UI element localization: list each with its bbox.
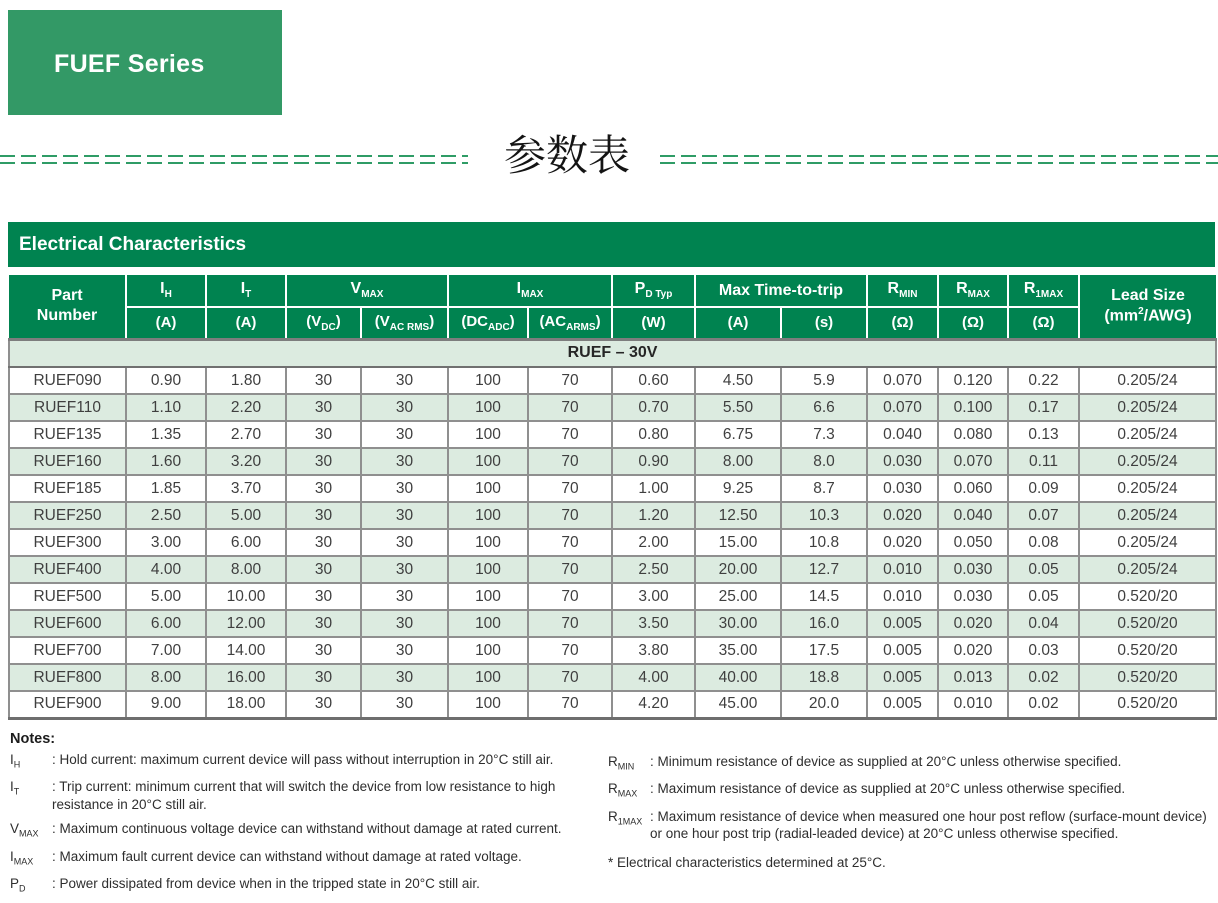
value-cell: 8.7 (781, 475, 867, 502)
value-cell: 70 (528, 610, 612, 637)
value-cell: 70 (528, 394, 612, 421)
value-cell: 3.00 (612, 583, 695, 610)
value-cell: 30.00 (695, 610, 781, 637)
part-number-cell: RUEF500 (9, 583, 126, 610)
part-number-cell: RUEF250 (9, 502, 126, 529)
notes-left-items (10, 751, 608, 896)
value-cell: 0.030 (867, 475, 938, 502)
col-header-it: $I_T$ (206, 275, 286, 307)
value-cell: 15.00 (695, 529, 781, 556)
note-item (10, 848, 608, 868)
value-cell: 6.00 (206, 529, 286, 556)
col-header-lead-size: Lead Size $(mm^2/AWG)$ (1079, 275, 1216, 339)
note-item (608, 780, 1214, 800)
value-cell: 6.75 (695, 421, 781, 448)
note-text: : Hold current: maximum current device will pass without interruption in 20°C still air. (52, 752, 554, 767)
unit-header-acarms: $(AC_{ARMS})$ (528, 307, 612, 339)
series-badge (8, 10, 282, 115)
value-cell: 0.010 (867, 583, 938, 610)
value-cell: 0.040 (867, 421, 938, 448)
value-cell: 70 (528, 502, 612, 529)
value-cell: 0.013 (938, 664, 1008, 691)
value-cell: 10.8 (781, 529, 867, 556)
note-item (608, 808, 1214, 843)
value-cell: 0.005 (867, 691, 938, 718)
value-cell: 30 (361, 448, 448, 475)
table-header (9, 275, 1216, 339)
value-cell: 6.6 (781, 394, 867, 421)
note-text: : Power dissipated from device when in the tripped state in 20°C still air. (52, 876, 480, 892)
col-header-rmin: $R_{MIN}$ (867, 275, 938, 307)
value-cell: 0.520/20 (1079, 610, 1216, 637)
note-symbol: $P_D$ (10, 876, 26, 894)
value-cell: 30 (361, 367, 448, 394)
value-cell: 30 (286, 448, 361, 475)
table-row (9, 502, 1216, 529)
value-cell: 100 (448, 367, 528, 394)
value-cell: 100 (448, 421, 528, 448)
note-text: : Minimum resistance of device as supplied at 20°C unless otherwise specified. (650, 754, 1122, 769)
value-cell: 6.00 (126, 610, 206, 637)
value-cell: 0.90 (612, 448, 695, 475)
value-cell: 0.070 (867, 394, 938, 421)
unit-header-ih-a: (A) (126, 307, 206, 339)
unit-header-ttt-s: (s) (781, 307, 867, 339)
value-cell: 70 (528, 529, 612, 556)
value-cell: 0.205/24 (1079, 502, 1216, 529)
table-row (9, 367, 1216, 394)
value-cell: 30 (286, 583, 361, 610)
value-cell: 9.00 (126, 691, 206, 718)
value-cell: 0.70 (612, 394, 695, 421)
series-badge-label: FUEF Series (54, 50, 205, 78)
value-cell: 30 (286, 529, 361, 556)
value-cell: 30 (361, 475, 448, 502)
value-cell: 3.70 (206, 475, 286, 502)
value-cell: 0.520/20 (1079, 691, 1216, 718)
series-subheader: RUEF – 30V (9, 339, 1216, 367)
value-cell: 100 (448, 583, 528, 610)
part-number-cell: RUEF090 (9, 367, 126, 394)
value-cell: 8.0 (781, 448, 867, 475)
part-number-cell: RUEF135 (9, 421, 126, 448)
value-cell: 1.00 (612, 475, 695, 502)
value-cell: 0.010 (938, 691, 1008, 718)
value-cell: 0.005 (867, 610, 938, 637)
note-symbol: $I_{MAX}$ (10, 848, 34, 867)
notes-right-items (608, 753, 1214, 843)
table-row (9, 610, 1216, 637)
value-cell: 30 (286, 475, 361, 502)
value-cell: 17.5 (781, 637, 867, 664)
unit-header-rmax-ohm: (Ω) (938, 307, 1008, 339)
table-row (9, 421, 1216, 448)
value-cell: 1.10 (126, 394, 206, 421)
title-band (0, 128, 1218, 184)
part-number-cell: RUEF800 (9, 664, 126, 691)
value-cell: 0.080 (938, 421, 1008, 448)
value-cell: 8.00 (126, 664, 206, 691)
value-cell: 0.010 (867, 556, 938, 583)
decorative-dashes-right (660, 153, 1218, 165)
value-cell: 0.020 (867, 502, 938, 529)
electrical-characteristics-table (8, 275, 1217, 720)
value-cell: 0.22 (1008, 367, 1079, 394)
value-cell: 16.00 (206, 664, 286, 691)
notes-section (10, 731, 1214, 903)
value-cell: 5.00 (126, 583, 206, 610)
value-cell: 1.20 (612, 502, 695, 529)
value-cell: 0.070 (867, 367, 938, 394)
value-cell: 30 (361, 394, 448, 421)
unit-header-r1max-ohm: (Ω) (1008, 307, 1079, 339)
value-cell: 0.13 (1008, 421, 1079, 448)
table-row (9, 529, 1216, 556)
note-text: : Maximum continuous voltage device can withstand without damage at rated current. (52, 821, 562, 837)
note-item (10, 751, 608, 771)
value-cell: 0.08 (1008, 529, 1079, 556)
value-cell: 2.20 (206, 394, 286, 421)
note-text: : Trip current: minimum current that will switch the device from low resistance to high resistance in 20°C still air. (52, 779, 556, 812)
value-cell: 0.09 (1008, 475, 1079, 502)
value-cell: 0.100 (938, 394, 1008, 421)
note-symbol: $R_{MIN}$ (608, 754, 635, 772)
note-symbol: $R_{1MAX}$ (608, 808, 643, 827)
value-cell: 70 (528, 421, 612, 448)
value-cell: 0.17 (1008, 394, 1079, 421)
value-cell: 70 (528, 664, 612, 691)
value-cell: 30 (361, 421, 448, 448)
value-cell: 4.00 (126, 556, 206, 583)
value-cell: 35.00 (695, 637, 781, 664)
value-cell: 0.205/24 (1079, 367, 1216, 394)
value-cell: 4.00 (612, 664, 695, 691)
table-row (9, 583, 1216, 610)
value-cell: 0.04 (1008, 610, 1079, 637)
unit-header-vacrms: $(V_{AC RMS})$ (361, 307, 448, 339)
part-number-cell: RUEF600 (9, 610, 126, 637)
value-cell: 100 (448, 529, 528, 556)
value-cell: 70 (528, 448, 612, 475)
value-cell: 0.05 (1008, 583, 1079, 610)
part-number-cell: RUEF300 (9, 529, 126, 556)
electrical-characteristics-section (8, 222, 1215, 720)
value-cell: 9.25 (695, 475, 781, 502)
col-header-vmax: $V_{MAX}$ (286, 275, 448, 307)
col-header-pd-typ: $P_{D Typ}$ (612, 275, 695, 307)
note-text: : Maximum fault current device can withstand without damage at rated voltage. (52, 848, 522, 864)
value-cell: 100 (448, 448, 528, 475)
value-cell: 20.00 (695, 556, 781, 583)
value-cell: 0.520/20 (1079, 637, 1216, 664)
value-cell: 30 (286, 637, 361, 664)
table-body (9, 339, 1216, 718)
part-number-cell: RUEF185 (9, 475, 126, 502)
note-symbol: $I_T$ (10, 779, 20, 798)
part-number-cell: RUEF160 (9, 448, 126, 475)
value-cell: 12.50 (695, 502, 781, 529)
value-cell: 0.520/20 (1079, 583, 1216, 610)
part-number-cell: RUEF110 (9, 394, 126, 421)
value-cell: 0.205/24 (1079, 448, 1216, 475)
value-cell: 5.00 (206, 502, 286, 529)
value-cell: 4.20 (612, 691, 695, 718)
value-cell: 0.02 (1008, 691, 1079, 718)
value-cell: 14.5 (781, 583, 867, 610)
value-cell: 18.00 (206, 691, 286, 718)
value-cell: 10.00 (206, 583, 286, 610)
value-cell: 0.205/24 (1079, 394, 1216, 421)
value-cell: 100 (448, 691, 528, 718)
notes-title: Notes: (10, 731, 56, 747)
page-title: 参数表 (504, 131, 631, 180)
value-cell: 30 (286, 664, 361, 691)
notes-column-right (608, 731, 1214, 903)
unit-header-it-a: (A) (206, 307, 286, 339)
value-cell: 0.60 (612, 367, 695, 394)
value-cell: 1.85 (126, 475, 206, 502)
value-cell: 30 (361, 610, 448, 637)
part-number-cell: RUEF700 (9, 637, 126, 664)
value-cell: 10.3 (781, 502, 867, 529)
value-cell: 100 (448, 502, 528, 529)
value-cell: 2.50 (126, 502, 206, 529)
value-cell: 0.020 (938, 637, 1008, 664)
value-cell: 30 (286, 691, 361, 718)
value-cell: 70 (528, 475, 612, 502)
value-cell: 7.3 (781, 421, 867, 448)
value-cell: 0.030 (938, 556, 1008, 583)
value-cell: 30 (361, 664, 448, 691)
value-cell: 0.90 (126, 367, 206, 394)
value-cell: 8.00 (206, 556, 286, 583)
section-title-bar: Electrical Characteristics (8, 222, 1215, 267)
value-cell: 0.020 (867, 529, 938, 556)
value-cell: 100 (448, 556, 528, 583)
value-cell: 30 (286, 556, 361, 583)
note-symbol: $I_H$ (10, 752, 21, 770)
col-header-part-number: Part Number (9, 275, 126, 339)
value-cell: 0.11 (1008, 448, 1079, 475)
value-cell: 5.50 (695, 394, 781, 421)
value-cell: 0.030 (867, 448, 938, 475)
value-cell: 0.020 (938, 610, 1008, 637)
value-cell: 100 (448, 637, 528, 664)
series-subheader-row (9, 339, 1216, 367)
value-cell: 0.07 (1008, 502, 1079, 529)
unit-header-rmin-ohm: (Ω) (867, 307, 938, 339)
value-cell: 100 (448, 475, 528, 502)
value-cell: 30 (361, 583, 448, 610)
value-cell: 30 (361, 529, 448, 556)
value-cell: 30 (361, 502, 448, 529)
note-text: : Maximum resistance of device when measured one hour post reflow (surface-mount device) or one hour post trip (radial-leaded device) at 20°C unless otherwise specified. (650, 808, 1207, 842)
value-cell: 5.9 (781, 367, 867, 394)
col-header-r1max: $R_{1MAX}$ (1008, 275, 1079, 307)
decorative-dashes-left (0, 153, 468, 165)
value-cell: 8.00 (695, 448, 781, 475)
value-cell: 45.00 (695, 691, 781, 718)
value-cell: 12.7 (781, 556, 867, 583)
notes-column-left (10, 731, 608, 903)
unit-header-vdc: $(V_{DC})$ (286, 307, 361, 339)
col-header-max-time-to-trip: Max Time-to-trip (695, 275, 867, 307)
value-cell: 18.8 (781, 664, 867, 691)
value-cell: 2.70 (206, 421, 286, 448)
col-header-imax: $I_{MAX}$ (448, 275, 612, 307)
value-cell: 100 (448, 664, 528, 691)
part-number-cell: RUEF400 (9, 556, 126, 583)
value-cell: 7.00 (126, 637, 206, 664)
value-cell: 1.60 (126, 448, 206, 475)
table-row (9, 637, 1216, 664)
value-cell: 2.50 (612, 556, 695, 583)
value-cell: 0.205/24 (1079, 529, 1216, 556)
col-header-rmax: $R_{MAX}$ (938, 275, 1008, 307)
value-cell: 70 (528, 583, 612, 610)
value-cell: 70 (528, 367, 612, 394)
table-row (9, 664, 1216, 691)
col-header-ih: $I_H$ (126, 275, 206, 307)
unit-header-w: (W) (612, 307, 695, 339)
value-cell: 0.070 (938, 448, 1008, 475)
value-cell: 0.120 (938, 367, 1008, 394)
table-row (9, 448, 1216, 475)
unit-header-ttt-a: (A) (695, 307, 781, 339)
value-cell: 30 (286, 610, 361, 637)
footnote: * Electrical characteristics determined at 25°C. (608, 854, 886, 870)
value-cell: 30 (361, 637, 448, 664)
value-cell: 0.005 (867, 637, 938, 664)
table-row (9, 556, 1216, 583)
value-cell: 0.060 (938, 475, 1008, 502)
value-cell: 0.205/24 (1079, 421, 1216, 448)
value-cell: 0.80 (612, 421, 695, 448)
value-cell: 70 (528, 637, 612, 664)
value-cell: 0.040 (938, 502, 1008, 529)
table-row (9, 394, 1216, 421)
value-cell: 30 (286, 367, 361, 394)
value-cell: 3.50 (612, 610, 695, 637)
value-cell: 0.030 (938, 583, 1008, 610)
table-row (9, 475, 1216, 502)
value-cell: 0.05 (1008, 556, 1079, 583)
value-cell: 20.0 (781, 691, 867, 718)
value-cell: 1.80 (206, 367, 286, 394)
value-cell: 4.50 (695, 367, 781, 394)
value-cell: 70 (528, 556, 612, 583)
value-cell: 30 (286, 502, 361, 529)
value-cell: 14.00 (206, 637, 286, 664)
value-cell: 2.00 (612, 529, 695, 556)
value-cell: 30 (361, 691, 448, 718)
value-cell: 30 (361, 556, 448, 583)
value-cell: 40.00 (695, 664, 781, 691)
value-cell: 3.20 (206, 448, 286, 475)
value-cell: 0.050 (938, 529, 1008, 556)
note-symbol: $V_{MAX}$ (10, 821, 39, 840)
value-cell: 0.520/20 (1079, 664, 1216, 691)
value-cell: 70 (528, 691, 612, 718)
value-cell: 0.02 (1008, 664, 1079, 691)
value-cell: 3.00 (126, 529, 206, 556)
value-cell: 16.0 (781, 610, 867, 637)
value-cell: 3.80 (612, 637, 695, 664)
note-item (608, 753, 1214, 773)
value-cell: 25.00 (695, 583, 781, 610)
value-cell: 100 (448, 610, 528, 637)
table-row (9, 691, 1216, 718)
note-item (10, 820, 608, 840)
value-cell: 100 (448, 394, 528, 421)
value-cell: 1.35 (126, 421, 206, 448)
note-symbol: $R_{MAX}$ (608, 781, 638, 800)
value-cell: 0.205/24 (1079, 556, 1216, 583)
value-cell: 0.03 (1008, 637, 1079, 664)
unit-header-dcadc: $(DC_{ADC})$ (448, 307, 528, 339)
note-item (10, 778, 608, 813)
value-cell: 0.005 (867, 664, 938, 691)
note-item (10, 875, 608, 895)
value-cell: 12.00 (206, 610, 286, 637)
note-text: : Maximum resistance of device as supplied at 20°C unless otherwise specified. (650, 781, 1126, 797)
value-cell: 30 (286, 421, 361, 448)
value-cell: 0.205/24 (1079, 475, 1216, 502)
value-cell: 30 (286, 394, 361, 421)
part-number-cell: RUEF900 (9, 691, 126, 718)
